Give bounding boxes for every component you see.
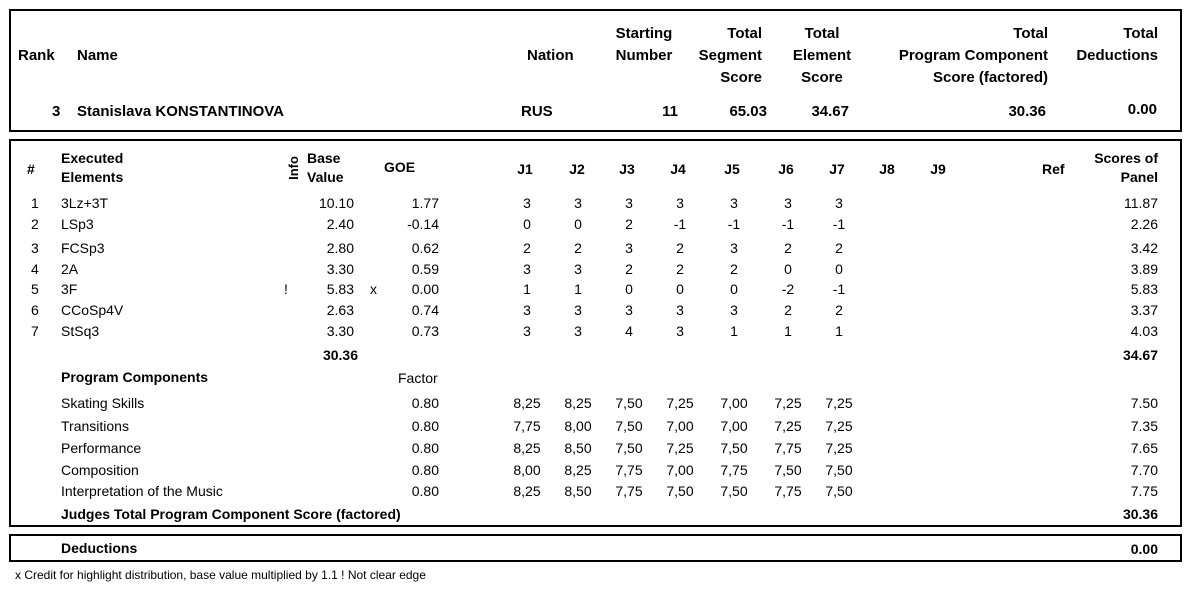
- judge-header: J6: [778, 161, 794, 177]
- judge-score: 2: [730, 261, 738, 277]
- col-name-header: Name: [77, 47, 118, 64]
- component-name: Performance: [61, 440, 142, 456]
- judge-score: 3: [784, 195, 792, 211]
- judge-header: J9: [930, 161, 946, 177]
- element-number: 4: [31, 261, 39, 277]
- judge-score: 3: [676, 195, 684, 211]
- element-number: 7: [31, 323, 39, 339]
- judge-component-mark: 7,00: [720, 418, 748, 434]
- judge-component-mark: 7,50: [720, 440, 748, 456]
- judge-score: 0: [730, 281, 738, 297]
- component-score: 7.50: [1130, 395, 1158, 411]
- judge-header: J4: [670, 161, 686, 177]
- element-number: 1: [31, 195, 39, 211]
- element-goe: 0.74: [411, 302, 439, 318]
- components-total-label: Judges Total Program Component Score (factored): [61, 506, 401, 522]
- judge-score: 2: [676, 240, 684, 256]
- element-goe: 0.62: [411, 240, 439, 256]
- judge-component-mark: 8,25: [513, 395, 541, 411]
- col-base-header-line2: Value: [307, 169, 344, 185]
- element-base-value: 3.30: [326, 261, 354, 277]
- skater-start-number: 11: [662, 103, 678, 120]
- judge-component-mark: 8,50: [564, 483, 592, 499]
- base-value-total: 30.36: [322, 347, 358, 363]
- judge-score: 1: [730, 323, 738, 339]
- judge-header: J3: [619, 161, 635, 177]
- judge-component-mark: 8,00: [564, 418, 592, 434]
- judge-component-mark: 7,75: [615, 462, 643, 478]
- deductions-value: 0.00: [1130, 541, 1158, 557]
- judge-component-mark: 7,75: [720, 462, 748, 478]
- col-num-header: #: [27, 161, 35, 177]
- element-code: 2A: [61, 261, 79, 277]
- element-panel-score: 11.87: [1124, 195, 1158, 211]
- element-code: LSp3: [61, 216, 94, 232]
- judge-component-mark: 8,25: [513, 440, 541, 456]
- element-number: 2: [31, 216, 39, 232]
- col-pcs-header-line1: Total: [1013, 25, 1048, 42]
- element-code: 3Lz+3T: [61, 195, 109, 211]
- judge-component-mark: 8,50: [564, 440, 592, 456]
- skater-pcs: 30.36: [1008, 103, 1046, 120]
- element-base-value: 2.63: [326, 302, 354, 318]
- element-base-value: 3.30: [326, 323, 354, 339]
- element-base-value: 2.80: [326, 240, 354, 256]
- col-pcs-header-line3: Score (factored): [932, 69, 1048, 86]
- judge-score: 3: [676, 302, 684, 318]
- judge-score: 0: [676, 281, 684, 297]
- judge-score: 3: [574, 302, 582, 318]
- judge-score: 2: [625, 216, 633, 232]
- judge-score: 3: [523, 302, 531, 318]
- col-ded-header-line1: Total: [1123, 25, 1158, 42]
- element-goe: 0.00: [411, 281, 439, 297]
- element-panel-score: 3.89: [1130, 261, 1158, 277]
- skater-name: Stanislava KONSTANTINOVA: [77, 103, 284, 120]
- judge-component-mark: 7,25: [666, 440, 694, 456]
- element-panel-score: 3.37: [1130, 302, 1158, 318]
- judge-component-mark: 7,50: [825, 483, 853, 499]
- element-code: FCSp3: [61, 240, 105, 256]
- element-base-value: 5.83: [326, 281, 354, 297]
- element-goe: 0.59: [411, 261, 439, 277]
- judge-component-mark: 7,75: [774, 440, 802, 456]
- deductions-box: [9, 534, 1182, 562]
- skater-rank: 3: [52, 103, 61, 120]
- col-tes-header-line1: Total: [804, 25, 840, 42]
- col-goe-header: GOE: [384, 159, 416, 175]
- judge-score: -1: [727, 216, 741, 232]
- col-ref-header: Ref: [1042, 161, 1065, 177]
- judge-score: -2: [781, 281, 795, 297]
- judge-score: 2: [523, 240, 531, 256]
- judge-score: 0: [625, 281, 633, 297]
- component-name: Transitions: [61, 418, 129, 434]
- judge-score: 3: [835, 195, 843, 211]
- judge-component-mark: 7,00: [666, 418, 694, 434]
- judge-header: J2: [569, 161, 585, 177]
- col-executed-header-line2: Elements: [61, 169, 124, 185]
- element-base-value: 10.10: [318, 195, 354, 211]
- judge-score: 3: [574, 261, 582, 277]
- judge-score: 4: [625, 323, 633, 339]
- skater-nation: RUS: [521, 103, 553, 120]
- judge-header: J5: [724, 161, 740, 177]
- judge-component-mark: 7,25: [825, 418, 853, 434]
- element-number: 3: [31, 240, 39, 256]
- col-tss-header-line3: Score: [720, 69, 762, 86]
- judge-score: 3: [730, 195, 738, 211]
- judge-component-mark: 7,75: [774, 483, 802, 499]
- component-factor: 0.80: [411, 483, 439, 499]
- judge-component-mark: 7,25: [774, 418, 802, 434]
- judge-score: 3: [676, 323, 684, 339]
- deductions-label: Deductions: [61, 540, 138, 556]
- judge-score: 3: [730, 302, 738, 318]
- judge-score: 0: [574, 216, 582, 232]
- judge-component-mark: 8,00: [513, 462, 541, 478]
- judge-score: 2: [835, 302, 843, 318]
- judge-score: 0: [835, 261, 843, 277]
- judge-component-mark: 7,25: [666, 395, 694, 411]
- judge-component-mark: 8,25: [564, 462, 592, 478]
- judge-score: 2: [835, 240, 843, 256]
- judge-score: 3: [523, 323, 531, 339]
- component-name: Skating Skills: [61, 395, 145, 411]
- judge-score: 3: [625, 240, 633, 256]
- component-factor: 0.80: [411, 462, 439, 478]
- col-ded-header-line2: Deductions: [1076, 47, 1158, 64]
- col-rank-header: Rank: [18, 47, 55, 64]
- col-info-header: Info: [286, 156, 301, 180]
- element-code: StSq3: [61, 323, 100, 339]
- element-panel-score: 5.83: [1130, 281, 1158, 297]
- judge-score: 1: [835, 323, 843, 339]
- element-info: !: [284, 281, 288, 297]
- col-start-header-line2: Number: [615, 47, 673, 64]
- component-name: Composition: [61, 462, 139, 478]
- factor-header: Factor: [398, 370, 438, 386]
- col-tes-header-line3: Score: [801, 69, 843, 86]
- judge-score: 2: [676, 261, 684, 277]
- judge-header: J8: [879, 161, 895, 177]
- element-base-value: 2.40: [326, 216, 354, 232]
- element-number: 6: [31, 302, 39, 318]
- judge-component-mark: 7,50: [774, 462, 802, 478]
- judge-score: 2: [784, 240, 792, 256]
- judge-component-mark: 7,50: [666, 483, 694, 499]
- element-number: 5: [31, 281, 39, 297]
- judge-score: -1: [781, 216, 795, 232]
- judge-score: 3: [574, 323, 582, 339]
- judge-score: -1: [673, 216, 687, 232]
- judge-component-mark: 7,50: [615, 440, 643, 456]
- judge-component-mark: 8,25: [513, 483, 541, 499]
- judge-score: 3: [625, 302, 633, 318]
- col-executed-header: [61, 149, 123, 187]
- component-score: 7.35: [1130, 418, 1158, 434]
- col-panel-header: [1070, 149, 1158, 187]
- element-code: 3F: [61, 281, 78, 297]
- judge-score: 0: [523, 216, 531, 232]
- judge-component-mark: 7,75: [513, 418, 541, 434]
- skater-deductions: 0.00: [1127, 101, 1157, 118]
- col-tes-header: [778, 23, 866, 89]
- judge-header: J1: [517, 161, 533, 177]
- judge-component-mark: 7,50: [615, 395, 643, 411]
- judge-component-mark: 7,25: [825, 440, 853, 456]
- skater-tes: 34.67: [811, 103, 849, 120]
- judge-component-mark: 7,50: [825, 462, 853, 478]
- judge-score: -1: [832, 216, 846, 232]
- component-score: 7.70: [1130, 462, 1158, 478]
- component-name: Interpretation of the Music: [61, 483, 223, 499]
- component-factor: 0.80: [411, 440, 439, 456]
- components-title: Program Components: [61, 369, 209, 385]
- judge-score: 3: [574, 195, 582, 211]
- judge-component-mark: 7,00: [720, 395, 748, 411]
- col-executed-header-line1: Executed: [61, 150, 124, 166]
- judge-score: 3: [730, 240, 738, 256]
- component-score: 7.75: [1130, 483, 1158, 499]
- components-total-score: 30.36: [1122, 506, 1158, 522]
- component-factor: 0.80: [411, 418, 439, 434]
- judge-score: -1: [832, 281, 846, 297]
- element-goe: -0.14: [407, 216, 439, 232]
- col-start-header: [605, 23, 683, 67]
- judge-score: 1: [574, 281, 582, 297]
- judge-header: J7: [829, 161, 845, 177]
- judge-score: 3: [625, 195, 633, 211]
- element-panel-score: 4.03: [1130, 323, 1158, 339]
- element-panel-score: 2.26: [1130, 216, 1158, 232]
- element-goe: 1.77: [411, 195, 439, 211]
- component-score: 7.65: [1130, 440, 1158, 456]
- col-tss-header: [690, 23, 762, 89]
- col-tss-header-line2: Segment: [698, 47, 762, 64]
- element-bonus-marker: x: [370, 281, 377, 297]
- col-base-header-line1: Base: [307, 150, 341, 166]
- judge-score: 0: [784, 261, 792, 277]
- judge-component-mark: 7,00: [666, 462, 694, 478]
- judge-score: 2: [625, 261, 633, 277]
- judge-component-mark: 8,25: [564, 395, 592, 411]
- col-ded-header: [1060, 23, 1158, 67]
- judge-score: 2: [784, 302, 792, 318]
- judge-component-mark: 7,75: [615, 483, 643, 499]
- col-pcs-header-line2: Program Component: [898, 47, 1048, 64]
- judge-score: 1: [523, 281, 531, 297]
- judge-component-mark: 7,50: [720, 483, 748, 499]
- skater-tss: 65.03: [729, 103, 767, 120]
- element-code: CCoSp4V: [61, 302, 124, 318]
- col-panel-header-line1: Scores of: [1094, 150, 1158, 166]
- judge-component-mark: 7,25: [825, 395, 853, 411]
- component-factor: 0.80: [411, 395, 439, 411]
- footnote-legend: x Credit for highlight distribution, base value multiplied by 1.1 ! Not clear edge: [15, 568, 426, 582]
- judge-score: 2: [574, 240, 582, 256]
- judge-component-mark: 7,50: [615, 418, 643, 434]
- col-base-header: [307, 149, 344, 187]
- col-pcs-header: [870, 23, 1048, 89]
- element-panel-score: 3.42: [1130, 240, 1158, 256]
- col-panel-header-line2: Panel: [1120, 169, 1158, 185]
- judge-score: 3: [523, 195, 531, 211]
- col-tss-header-line1: Total: [727, 25, 762, 42]
- panel-score-total: 34.67: [1122, 347, 1158, 363]
- col-nation-header: Nation: [527, 47, 574, 64]
- judge-score: 1: [784, 323, 792, 339]
- judge-score: 3: [523, 261, 531, 277]
- col-tes-header-line2: Element: [792, 47, 852, 64]
- element-goe: 0.73: [411, 323, 439, 339]
- judge-component-mark: 7,25: [774, 395, 802, 411]
- col-start-header-line1: Starting: [615, 25, 673, 42]
